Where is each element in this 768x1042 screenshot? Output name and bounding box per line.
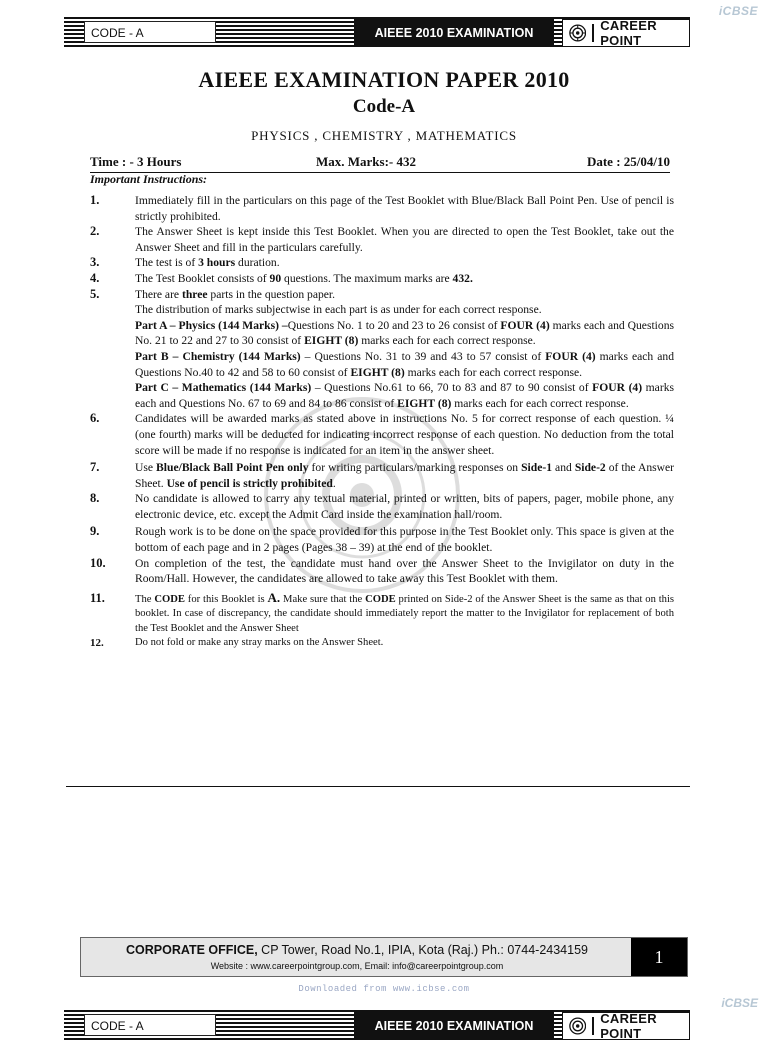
instruction-text: Rough work is to be done on the space provided for this purpose in the Test Booklet only. This space is given at the bottom of each page and in 2 pages (Pages 38 – 39) at the end of the booklet. [135, 525, 674, 555]
page-number: 1 [631, 938, 687, 976]
instruction-number: 12. [90, 637, 104, 650]
instruction-text: On completion of the test, the candidate must hand over the Answer Sheet to the Invigilator on duty in the Room/Hall. However, the candidates are allowed to take away this Test Booklet with them. [135, 556, 674, 586]
brand-name: CAREER POINT [600, 1011, 657, 1041]
part-a-marks: Part A – Physics (144 Marks) –Questions No. 1 to 20 and 23 to 26 consist of FOUR (4) marks each and Questions No. 21 to 22 and 27 to 30 consist of EIGHT (8) marks each for each correct response. [135, 318, 675, 348]
instruction-text: Immediately fill in the particulars on this page of the Test Booklet with Blue/Black Ball Point Pen. Use of pencil is strictly prohibited. [135, 194, 674, 223]
footer-office [80, 937, 688, 977]
icbse-watermark: iCBSE [718, 4, 758, 18]
code-label: CODE - A [84, 1014, 216, 1036]
instruction-item [90, 460, 674, 491]
instruction-number: 10. [90, 555, 106, 570]
instruction-number: 6. [90, 411, 100, 426]
code-label: CODE - A [84, 21, 216, 43]
next-page-header [64, 1010, 690, 1042]
exam-label: AIEEE 2010 EXAMINATION [354, 19, 554, 47]
instruction-text: Use Blue/Black Ball Point Pen only for writing particulars/marking responses on Side-1 and Side-2 of the Answer Sheet. Use of pencil is strictly prohibited. [135, 461, 675, 490]
instruction-item [90, 271, 674, 287]
office-contact: Website : www.careerpointgroup.com, Email: info@careerpointgroup.com [210, 961, 504, 971]
paper-title: AIEEE EXAMINATION PAPER 2010 [198, 67, 570, 92]
exam-max-marks: Max. Marks:- 432 [316, 154, 417, 169]
instruction-number: 5. [90, 286, 100, 301]
instructions-heading: Important Instructions: [90, 172, 208, 186]
brand-name: CAREER POINT [600, 18, 657, 48]
career-point-brand [562, 19, 690, 47]
paper-subjects: PHYSICS , CHEMISTRY , MATHEMATICS [251, 128, 517, 143]
icbse-watermark: iCBSE [721, 996, 758, 1010]
divider [66, 786, 690, 787]
exam-date: Date : 25/04/10 [586, 154, 670, 169]
instruction-text: There are three parts in the question paper. [135, 287, 336, 301]
instruction-item [90, 411, 674, 458]
instruction-text: No candidate is allowed to carry any textual material, printed or written, bits of papers, pager, mobile phone, any electronic device, etc. except the Admit Card inside the examination hall/room. [135, 492, 674, 521]
part-c-marks: Part C – Mathematics (144 Marks) – Questions No.61 to 66, 70 to 83 and 87 to 90 consist of FOUR (4) marks each and Questions No. 67 to 69 and 84 to 86 consist of EIGHT (8) marks each for each correct response. [135, 381, 674, 410]
instruction-number: 8. [90, 491, 100, 506]
instruction-number: 11. [90, 590, 105, 605]
instruction-item [90, 524, 674, 555]
page-header [64, 17, 690, 49]
instruction-number: 7. [90, 460, 100, 475]
career-point-brand [562, 1012, 690, 1040]
brand-separator [592, 24, 594, 42]
instruction-text: Do not fold or make any stray marks on the Answer Sheet. [135, 637, 384, 649]
instruction-item [90, 255, 674, 271]
instruction-text: The distribution of marks subjectwise in each part is as under for each correct response. [135, 303, 542, 317]
instruction-number: 4. [90, 270, 100, 285]
instruction-number: 1. [90, 193, 100, 207]
instructions-list [90, 193, 674, 650]
instruction-item [90, 224, 674, 255]
exam-time: Time : - 3 Hours [90, 154, 182, 169]
instruction-text: Candidates will be awarded marks as stated above in instructions No. 5 for correct response of each question. ¼ (one fourth) marks will be deducted for indicating incorrect response of each question. No deduction from the total score will be made if no response is indicated for an item in the answer sheet. [135, 412, 674, 457]
instruction-item [90, 556, 674, 587]
instruction-item [90, 591, 674, 636]
instruction-number: 9. [90, 524, 100, 539]
instruction-text: The CODE for this Booklet is A. Make sure that the CODE printed on Side-2 of the Answer Sheet is the same as that on this booklet. In case of discrepancy, the candidate should immediately report the matter to the Invigilator for replacement of both the Test Booklet and the Answer Sheet [135, 589, 675, 634]
career-point-logo-icon [569, 23, 586, 43]
instruction-text: The Test Booklet consists of 90 questions. The maximum marks are 432. [135, 271, 473, 285]
instruction-number: 2. [90, 224, 100, 239]
instruction-text: The test is of 3 hours duration. [135, 256, 280, 270]
instruction-item [90, 193, 674, 224]
office-address: CORPORATE OFFICE, CP Tower, Road No.1, IPIA, Kota (Raj.) Ph.: 0744-2434159 [125, 943, 588, 957]
part-b-marks: Part B – Chemistry (144 Marks) – Questions No. 31 to 39 and 43 to 57 consist of FOUR (4) marks each and Questions No.40 to 42 and 58 to 60 consist of EIGHT (8) marks each for each correct response. [135, 349, 674, 379]
instruction-item [90, 491, 674, 522]
career-point-logo-icon [569, 1016, 586, 1036]
brand-separator [592, 1017, 594, 1035]
exam-label: AIEEE 2010 EXAMINATION [354, 1012, 554, 1040]
instruction-number: 3. [90, 255, 100, 270]
download-source: Downloaded from www.icbse.com [298, 984, 470, 994]
instruction-item [90, 636, 674, 650]
paper-code: Code-A [352, 96, 416, 117]
instruction-text: The Answer Sheet is kept inside this Test Booklet. When you are directed to open the Test Booklet, take out the Answer Sheet and fill in the particulars carefully. [135, 225, 674, 254]
instruction-item [90, 287, 674, 412]
exam-meta-row [90, 154, 670, 173]
